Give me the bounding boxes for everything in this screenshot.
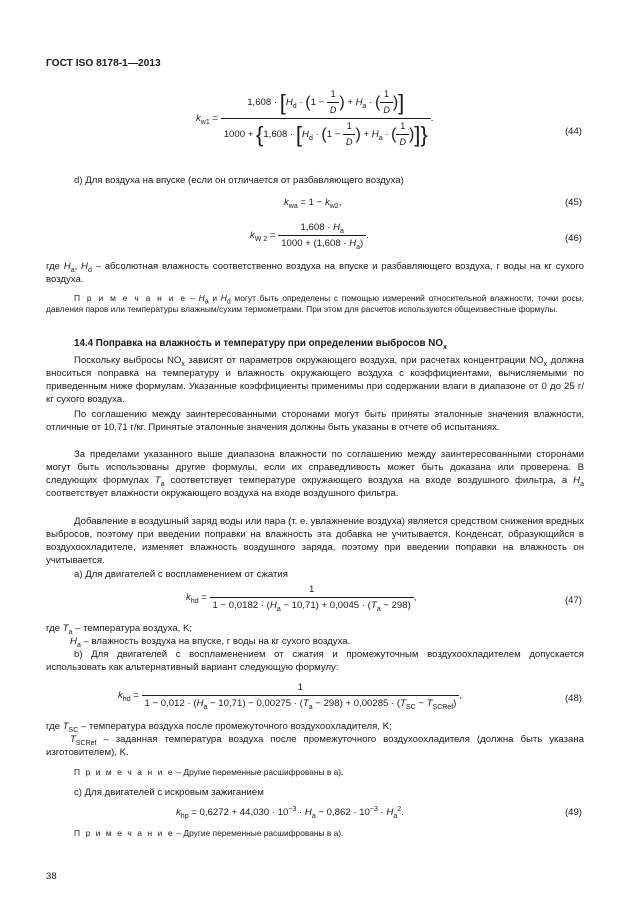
note-2: П р и м е ч а н и е – Другие переменные расшифрованы в а). bbox=[74, 767, 344, 777]
where-block-1: где $H_a$, $H_d$ – абсолютная влажность соответственно воздуха на впуске и разбавляющего воздуха, г воды на кг сухого воздуха. bbox=[46, 261, 584, 285]
equation-46: $k_{W 2}$ = $\frac{1,608 \cdot H_a}{1000 + (1,608 \cdot H_a)}$ . bbox=[250, 222, 369, 251]
page-number: 38 bbox=[46, 871, 57, 882]
where-block-2: где $T_a$ – температура воздуха, K; $H_a$ – влажность воздуха на впуске, г воды на кг сухого воздуха. bbox=[46, 623, 351, 649]
equation-number-46: (46) bbox=[564, 233, 582, 244]
paragraph-3: За пределами указанного выше диапазона влажности по соглашению между заинтересованными сторонами могут быть использованы другие формулы, если их справедливость может быть доказана или проверена. В следующих формулах $T_a$ соответствует температуре окружающего воздуха на входе воздушного фильтра, а $H_a$ соответствует влажности окружающего воздуха на входе воздушного фильтра. bbox=[46, 449, 584, 499]
equation-45: $k_{wa} = 1 - k_{w2}$, bbox=[284, 197, 342, 210]
paragraph-1: Поскольку выбросы $NO_x$ зависят от параметров окружающего воздуха, при расчетах концентрации $NO_x$ должна вноситься поправка на температуру и влажность окружающего воздуха с коэффициентами, вычисляемыми по приведенным ниже формулам. Указанные коэффициенты применимы при содержании влаги в диапазоне от 0 до 25 г/кг сухого воздуха. bbox=[46, 355, 584, 405]
equation-44: $k_{w1}$ = $1,608 \cdot [H_d \cdot (1$ − $\frac{1}{D}$ ) + $H_a$ · ( $\frac{1}{D}$ )] $1000 + \{1,608 \cdot [H_d \cdot (1$ − $\frac{1}{D}$ ) + $H_a$ · ( $\frac{1}{D}$ )]} . bbox=[196, 89, 434, 147]
equation-49: $k_{hp} = 0,6272 + 44,030 \cdot 10^{-3} \cdot H_a - 0,862 \cdot 10^{-3} \cdot H_a^2$. bbox=[176, 805, 404, 820]
note-1: П р и м е ч а н и е – $H_a$ и $H_d$ могут быть определены с помощью измерений относительной влажности, точки росы, давления паров или температуры влажным/сухим термометрами. При этом для расчетов используются общеизвестные формулы. bbox=[46, 293, 584, 314]
paragraph-2: По соглашению между заинтересованными сторонами могут быть приняты эталонные значения влажности, отличные от 10,71 г/кг. Принятые эталонные значения должны быть указаны в отчете об испытаниях. bbox=[46, 409, 584, 433]
equation-number-45: (45) bbox=[564, 197, 582, 208]
where-block-3: где $T_{SC}$ – температура воздуха после промежуточного воздухоохладителя, K; $T_{SCRef}$ – заданная температура воздуха после промежуточного воздухоохладителя (должна быть указана изготовителем), K. bbox=[46, 721, 584, 758]
page-header: ГОСТ ISO 8178-1—2013 bbox=[46, 58, 161, 69]
equation-number-48: (48) bbox=[564, 693, 582, 704]
equation-47: $k_{hd}$ = $\frac{1}{1 - 0,0182 \cdot (H_a - 10,71) + 0,0045 \cdot (T_a - 298)}$ , bbox=[186, 584, 417, 613]
equation-number-49: (49) bbox=[564, 807, 582, 818]
paragraph-d: d) Для воздуха на впуске (если он отличается от разбавляющего воздуха) bbox=[74, 175, 404, 186]
paragraph-a: а) Для двигателей с воспламенением от сжатия bbox=[74, 569, 288, 580]
paragraph-4: Добавление в воздушный заряд воды или пара (т. е. увлажнение воздуха) является средством снижения вредных выбросов, поэтому при введении поправки на влажность эта добавка не учитывается. Конденсат, образующийся в воздухоохладителе, изменяет влажность воздушного заряда, поэтому при введении поправки на влажность он учитывается. bbox=[46, 516, 584, 566]
equation-number-47: (47) bbox=[564, 595, 582, 606]
equation-number-44: (44) bbox=[564, 126, 582, 137]
paragraph-b: b) Для двигателей с воспламенением от сжатия и промежуточным воздухоохладителем допускается использовать как альтернативный вариант следующую формулу: bbox=[46, 649, 584, 673]
section-title: 14.4 Поправка на влажность и температуру при определении выбросов $NO_x$ bbox=[74, 338, 447, 351]
note-3: П р и м е ч а н и е – Другие переменные расшифрованы в а). bbox=[74, 828, 344, 838]
equation-48: $k_{hd}$ = 1 $1 - 0,012 \cdot (H_a - 10,71) - 0,00275 \cdot (T_a - 298) + 0,00285 \cdot (T_{SC} - T_{SCRef})$ , bbox=[118, 682, 463, 711]
paragraph-c: с) Для двигателей с искровым зажиганием bbox=[74, 787, 264, 798]
